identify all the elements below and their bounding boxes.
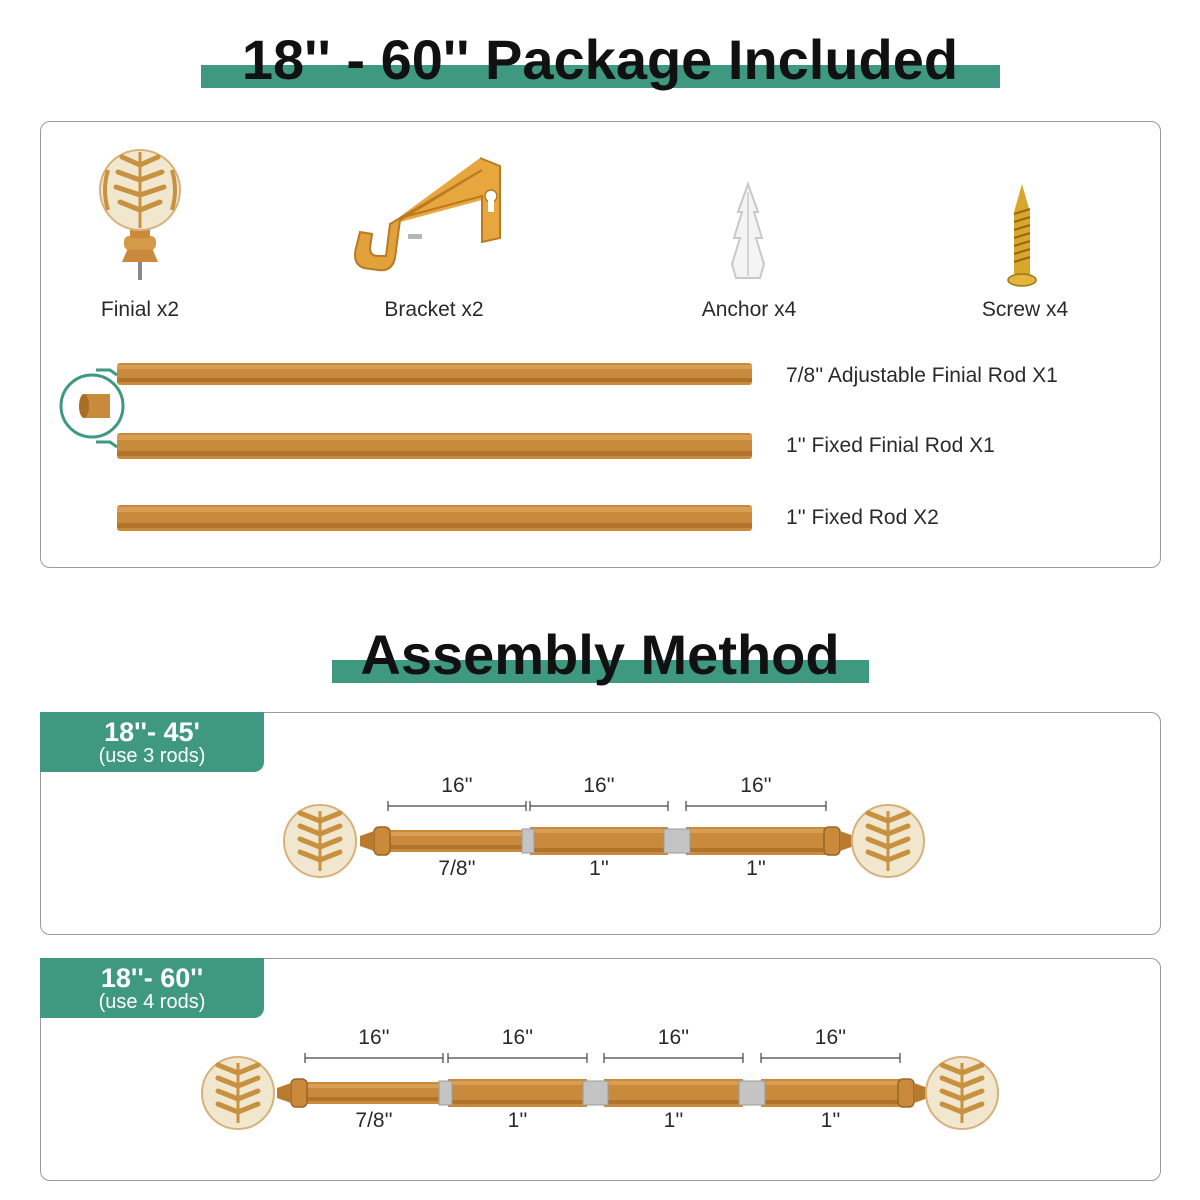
dimension-line [388, 801, 526, 811]
segment-length-label: 16'' [501, 1026, 534, 1049]
assembly-rod-segment [604, 1079, 743, 1107]
segment-length-label: 16'' [358, 1026, 390, 1049]
assembly-rod-segment [388, 830, 526, 852]
assembly-rod-segment [305, 1082, 443, 1104]
assembly-range: 18''- 45' [104, 717, 200, 747]
assembly-rod-segment [448, 1079, 587, 1107]
finial-collar [291, 1079, 307, 1107]
segment-diameter-label: 7/8'' [438, 857, 476, 880]
segment-length-label: 16'' [740, 774, 772, 797]
segment-diameter-label: 1'' [746, 857, 766, 880]
finial-ball-icon [926, 1057, 998, 1129]
dimension-line [761, 1053, 900, 1063]
segment-diameter-label: 1'' [663, 1109, 684, 1132]
dimension-line [530, 801, 668, 811]
rod-joint-connector [439, 1081, 452, 1105]
segment-length-label: 16'' [814, 1026, 847, 1049]
finial-ball-icon [284, 805, 356, 877]
rod-joint-connector [664, 829, 690, 853]
segment-diameter-label: 7/8'' [355, 1109, 393, 1132]
rod-joint-connector [522, 829, 534, 853]
finial-collar [898, 1079, 914, 1107]
finial-neck [277, 1083, 291, 1103]
screw-label: Screw x4 [981, 298, 1069, 321]
finial-ball-icon [852, 805, 924, 877]
rod-joint-connector [739, 1081, 765, 1105]
rod-adjustable-label: 7/8'' Adjustable Finial Rod X1 [786, 364, 1058, 387]
dimension-line [448, 1053, 587, 1063]
bracket-label: Bracket x2 [384, 298, 484, 321]
segment-diameter-label: 1'' [589, 857, 609, 880]
finial-label: Finial x2 [100, 298, 180, 321]
assembly-heading-text: Assembly Method [360, 623, 840, 686]
assembly-rod-segment [761, 1079, 900, 1107]
finial-ball-icon [202, 1057, 274, 1129]
assembly-note: (use 3 rods) [98, 745, 206, 767]
dimension-line [604, 1053, 743, 1063]
assembly-diagram [284, 774, 924, 880]
assembly-diagram [202, 1026, 998, 1132]
assembly-rod-segment [530, 827, 668, 855]
assembly-rod-segment [686, 827, 826, 855]
finial-collar [374, 827, 390, 855]
rod-fixed-label: 1'' Fixed Rod X2 [786, 506, 939, 529]
segment-length-label: 16'' [583, 774, 615, 797]
assembly-note: (use 4 rods) [98, 991, 206, 1013]
segment-diameter-label: 1'' [820, 1109, 841, 1132]
dimension-line [686, 801, 826, 811]
segment-length-label: 16'' [441, 774, 473, 797]
rod-joint-connector [583, 1081, 608, 1105]
anchor-label: Anchor x4 [701, 298, 797, 321]
rod-fixed-finial-label: 1'' Fixed Finial Rod X1 [786, 434, 995, 457]
finial-collar [824, 827, 840, 855]
dimension-line [305, 1053, 443, 1063]
finial-neck [360, 831, 374, 851]
segment-diameter-label: 1'' [507, 1109, 528, 1132]
assembly-range: 18''- 60'' [100, 963, 204, 993]
package-heading-text: 18'' - 60'' Package Included [241, 28, 959, 91]
segment-length-label: 16'' [657, 1026, 690, 1049]
